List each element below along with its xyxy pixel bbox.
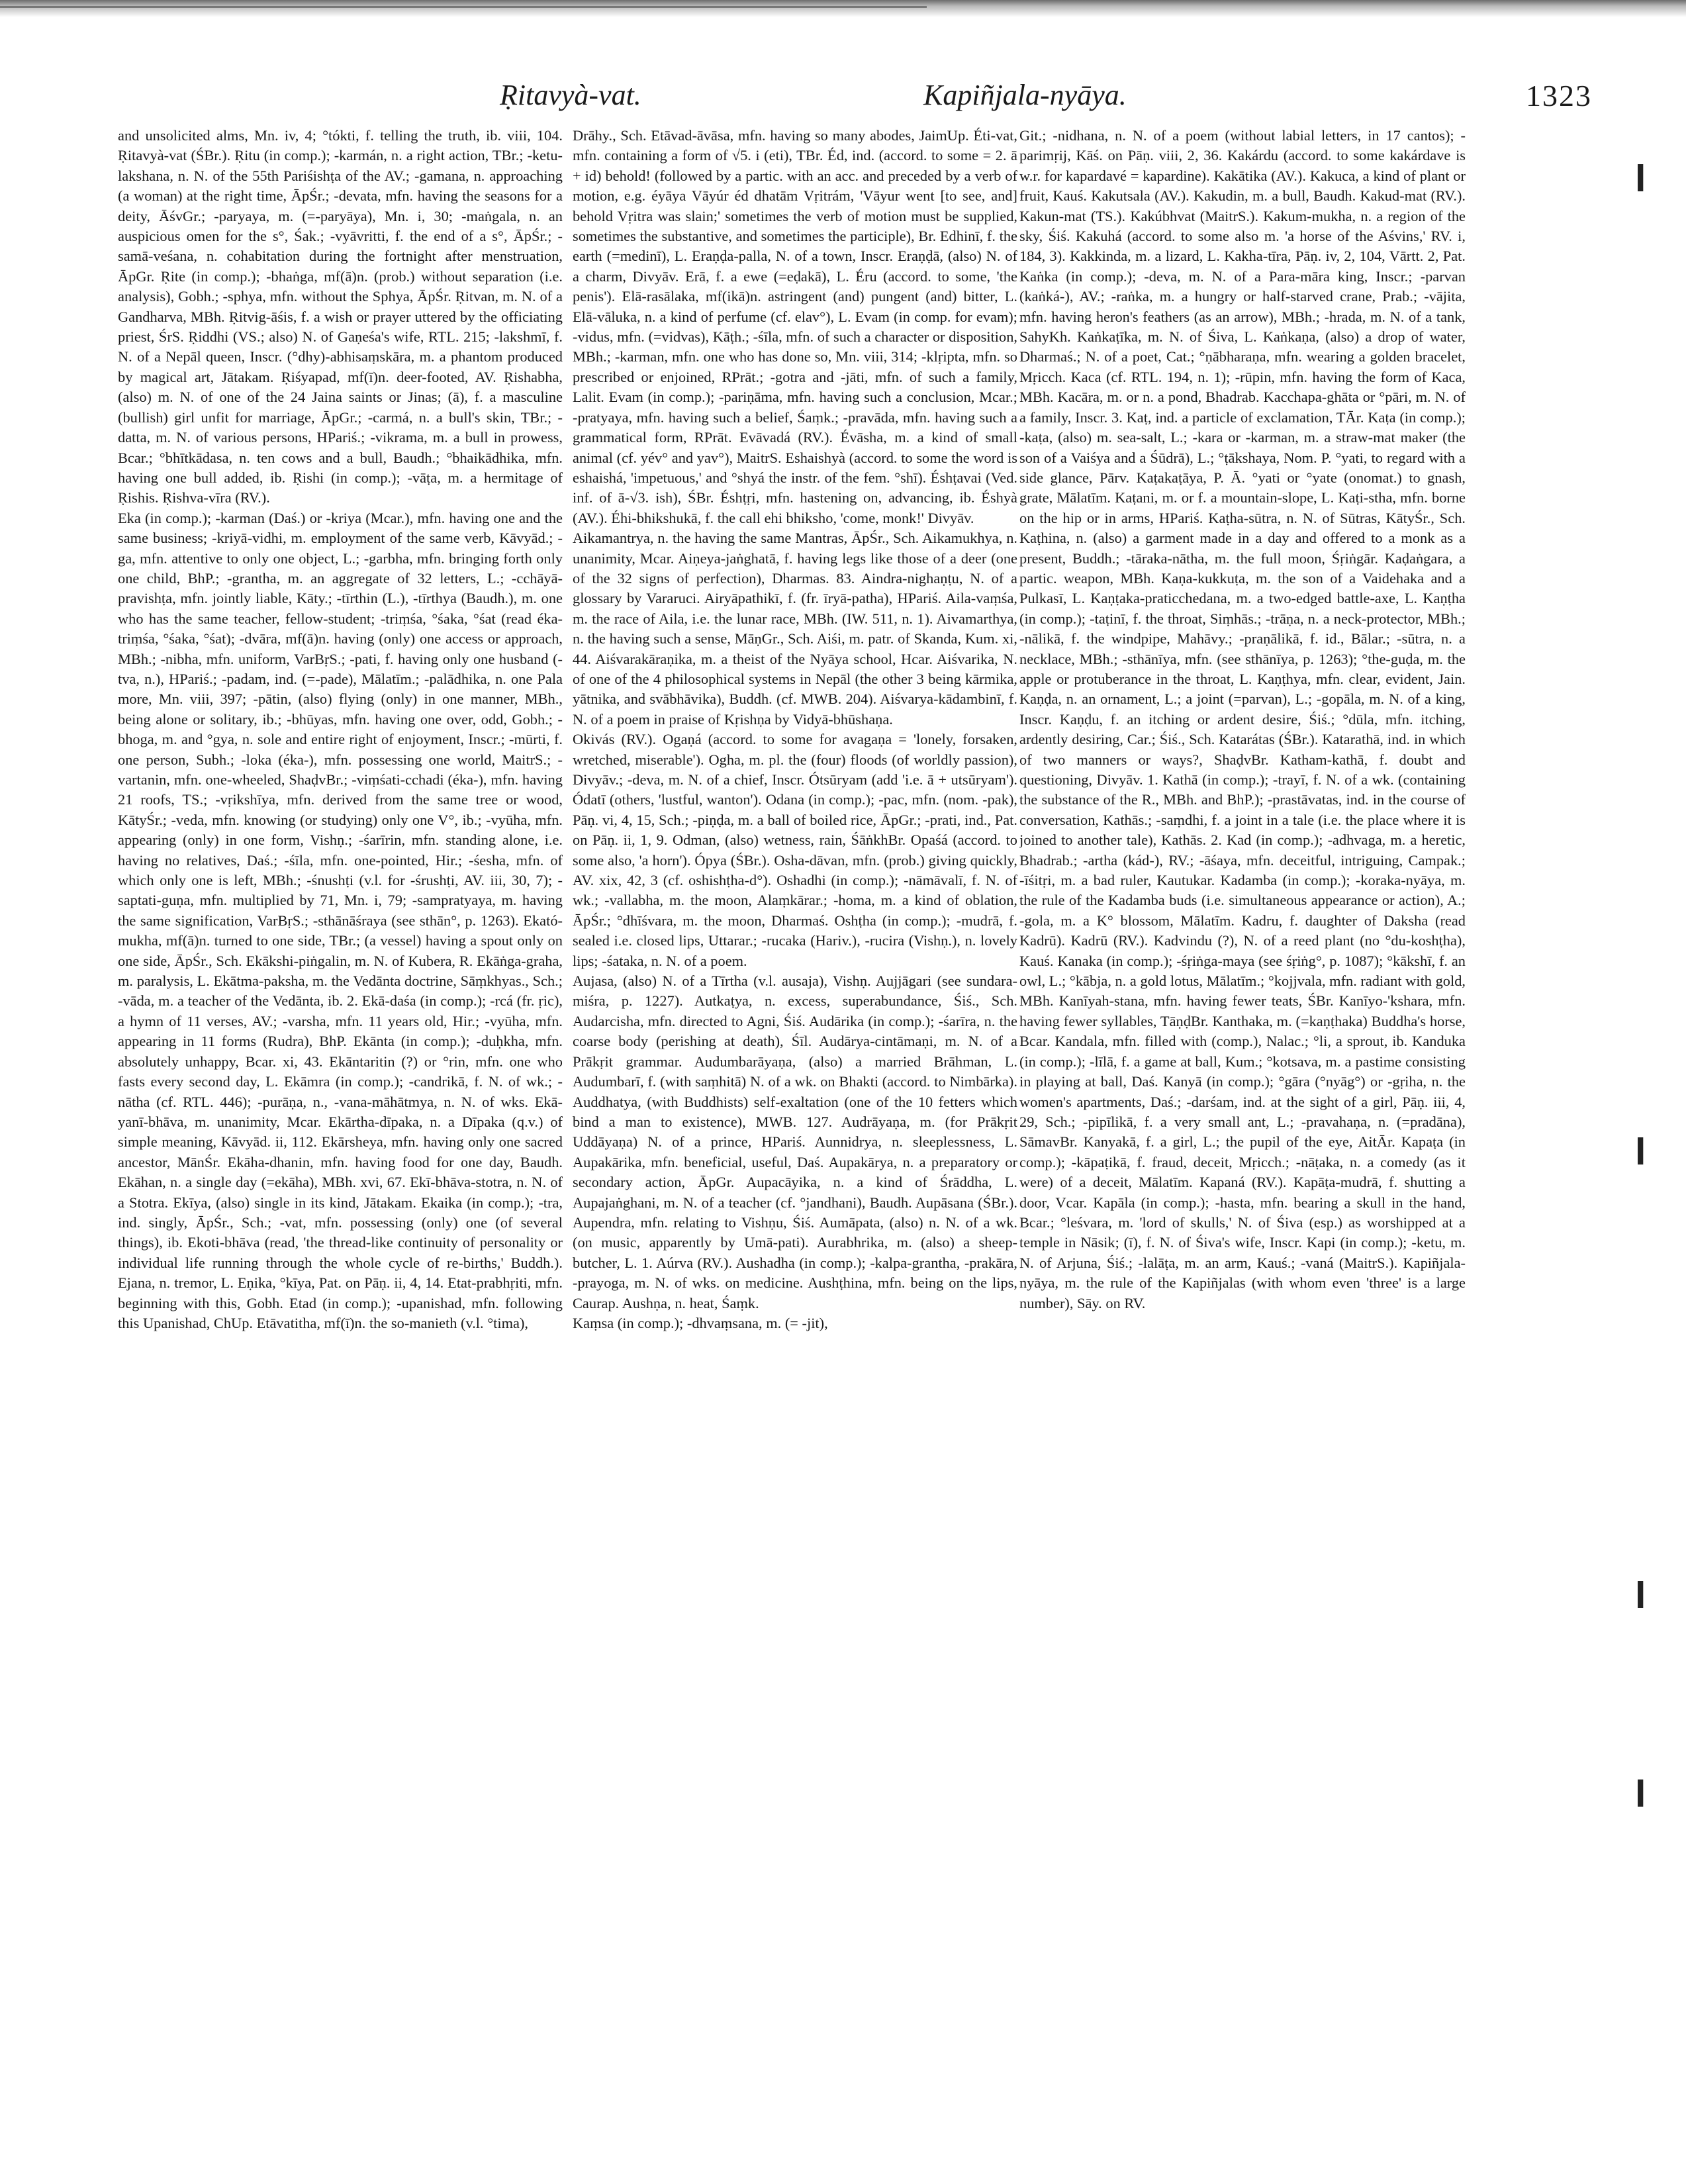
entry-block: Eka (in comp.); -karman (Daś.) or -kriya (Mcar.), mfn. having one and the same business; -kriyā-vidhi, m. employment of the same verb, Kāvyād.; -ga, mfn. attentive to only one object, L.; -garbha, mfn. bringing forth only one child, BhP.; -grantha, m. an aggregate of 32 letters, L.; -cchāyā-pravishṭa, mfn. jointly liable, Kāty.; -tīrthin (L.), -tīrthya (Baudh.), m. one who has the same teacher, fellow-student; -triṃśa, °śaka, °śat (read éka-triṃśa, °śaka, °śat); -dvāra, mf(ā)n. having (only) one access or approach, MBh.; -nibha, mfn. uniform, VarBṛS.; -pati, f. having only one husband (-tva, n.), HPariś.; -padam, ind. (=-pade), Mālatīm.; -palādhika, n. one Pala more, Mn. viii, 397; -pātin, (also) flying (only) in one manner, MBh., being alone or solitary, ib.; -bhūyas, mfn. having one over, odd, Gobh.; -bhoga, m. and °gya, n. sole and entire right of enjoyment, Inscr.; -mūrti, f. one person, Subh.; -loka (éka-), mfn. possessing one world, MaitrS.; -vartanin, mfn. one-wheeled, ShaḍvBr.; -viṃśati-cchadi (éka-), mfn. having 21 roofs, TS.; -vṛikshīya, mfn. derived from the same tree or wood, KātyŚr.; -veda, mfn. knowing (or studying) only one V°, ib.; -vyūha, mfn. appearing (only) in one form, Vishṇ.; -śarīrin, mfn. standing alone, i.e. having no relatives, Daś.; -śīla, mfn. one-pointed, Hir.; -śesha, mfn. of which only one is left, MBh.; -śnushṭi (v.l. for -śrushṭi, AV. iii, 30, 7); -saptati-guṇa, mfn. multiplied by 71, Mn. i, 79; -sampratyaya, m. having the same signification, VarBṛS.; -sthānāśraya (see sthān°, p. 1263). Ekató-mukha, mf(ā)n. turned to one side, TBr.; (a vessel) having a spout only on one side, ĀpŚr., Sch. Ekākshi-piṅgalin, m. N. of Kubera, R. Ekāṅga-graha, m. paralysis, L. Ekātma-paksha, m. the Vedānta doctrine, Sāṃkhyas., Sch.; -vāda, m. a teacher of the Vedānta, ib. 2. Ekā-daśa (in comp.); -rcá (fr. ṛic), a hymn of 11 verses, AV.; -varsha, mfn. 11 years old, Hir.; -vyūha, mfn. appearing in 11 forms (Rudra), BhP. Ekānta (in comp.); -duḥkha, mfn. absolutely unhappy, Bcar. xi, 43. Ekāntaritin (?) or °rin, mfn. one who fasts every second day, L. Ekāmra (in comp.); -candrikā, f. N. of wk.; -nātha (cf. RTL. 446); -purāṇa, n., -vana-māhātmya, n. N. of wks. Ekā-yanī-bhāva, m. unanimity, Mcar. Ekārtha-dīpaka, n. a Dīpaka (q.v.) of simple meaning, Kāvyād. ii, 112. Ekārsheya, mfn. having only one sacred ancestor, MānŚr. Ekāha-dhanin, mfn. having food for one day, Baudh. Ekāhan, n. a single day (=ekāha), MBh. xvi, 67. Ekī-bhāva-stotra, n. N. of a Stotra. Ekīya, (also) single in its kind, Jātakam. Ekaika (in comp.); -tra, ind. singly, ĀpŚr., Sch.; -vat, mfn. possessing (only) one (of several things), ib. Ekoti-bhāva (read, 'the thread-like continuity of personality or individual life running through the whole cycle of re-births,' Buddh.). Ejana, n. tremor, L. Eṇika, °kīya, Pat. on Pāṇ. ii, 4, 14. Etat-prabhṛiti, mfn. beginning with this, Gobh. Etad (in comp.); -upanishad, mfn. following this Upanishad, ChUp. Etāvatitha, mf(ī)n. the so-manieth (v.l. °tima), bbox=[118, 509, 563, 1331]
scan-edge bbox=[0, 0, 1686, 17]
entry-block: Aikamantrya, n. the having the same Mantras, ĀpŚr., Sch. Aikamukhya, n. unanimity, Mcar. Aiṇeya-jaṅghatā, f. having legs like those of a deer (one of the 32 signs of perfection), Dharmas. 83. Aindra-nighaṇṭu, N. of a glossary by Vararuci. Airyāpathikī, f. (fr. īryā-patha), HPariś. Aila-vaṃśa, m. the race of Aila, i.e. the lunar race, MBh. (IW. 511, n. 1). Aivamarthya, n. the having such a sense, MāṇGr., Sch. Aiśi, m. patr. of Skanda, Kum. xi, 44. Aiśvarakāraṇika, m. a theist of the Nyāya school, Hcar. Aiśvarika, N. of one of the 4 philosophical systems in Nepāl (the other 3 being kārmika, yātnika, and svābhāvika), Buddh. (cf. MWB. 204). Aiśvarya-kādambinī, f. N. of a poem in praise of Kṛishṇa by Vidyā-bhūshaṇa. bbox=[573, 530, 1017, 728]
margin-mark-icon: ǀ bbox=[1635, 1576, 1646, 1609]
page-header bbox=[116, 78, 1592, 120]
margin-mark-icon: ǀ bbox=[1635, 1132, 1646, 1166]
entry-block: Git.; -nidhana, n. N. of a poem (without labial letters, in 17 cantos); -parimṛij, Kāś. on Pāṇ. viii, 2, 36. Kakárdu (accord. to some kakárdave is w.r. for kapardavé = kapardine). Kakātika (AV.). Kakuca, a kind of plant or fruit, Kauś. Kakutsala (AV.). Kakudin, m. a bull, Baudh. Kakud-mat (RV.). Kakun-mat (TS.). Kakúbhvat (MaitrS.). Kakum-mukha, n. a region of the sky, Śiś. Kakuhá (accord. to some also m. 'a horse of the Aśvins,' RV. i, 184, 3). Kakkinda, m. a lizard, L. Kakha-tīra, Pāṇ. iv, 2, 104, Vārtt. 2, Pat. Kaṅka (in comp.); -deva, m. N. of a Para-māra king, Inscr.; -parvan (kaṅká-), AV.; -raṅka, m. a hungry or half-starved crane, Prab.; -vājita, mfn. having heron's feathers (as an arrow), MBh.; -hrada, m. N. of a tank, SahyKh. Kaṅkaṭīka, m. N. of Śiva, L. Kaṅkaṇa, (also) a drop of water, Dharmaś.; N. of a poet, Cat.; °ṇābharaṇa, mfn. wearing a golden bracelet, Mṛicch. Kaca (cf. RTL. 194, n. 1); -rūpin, mfn. having the form of Kaca, MBh. Kacāra, m. or n. a pond, Bhadrab. Kacchapa-ghāta or °pāri, m. N. of a family, Inscr. 3. Kaṭ, ind. a particle of exclamation, TĀr. Kaṭa (in comp.); -kaṭa, (also) m. sea-salt, L.; -kara or -karman, m. a straw-mat maker (the son of a Vaiśya and a Śūdrā), L.; °ṭākshaya, Nom. P. °yati, to regard with a side glance, Pārv. Kaṭakaṭāya, P. Ā. °yati or °yate (onomat.) to gnash, grate, Mālatīm. Kaṭani, m. or f. a mountain-slope, L. Kaṭi-stha, mfn. borne on the hip or in arms, HPariś. Kaṭha-sūtra, n. N. of Sūtras, KātyŚr., Sch. Kaṭhina, n. (also) a garment made in a day and offered to a monk as a present, Buddh.; -tāraka-nātha, m. the full moon, Śṛiṅgār. Kaḍaṅgara, a partic. weapon, MBh. Kaṇa-kukkuṭa, m. the son of a Vaidehaka and a Pulkasī, L. Kaṇṭaka-praticchedana, m. a two-edged battle-axe, L. Kaṇṭha (in comp.); -taṭinī, f. the throat, Siṃhās.; -trāṇa, n. a neck-protector, MBh.; -nālikā, f. the windpipe, Mahāvy.; -praṇālikā, f. id., Bālar.; -sūtra, n. a necklace, MBh.; -sthānīya, mfn. (see sthānīya, p. 1263); °the-guḍa, m. the apple or protuberance in the throat, L. Kaṇṭhya, mfn. clear, evident, Jain. Kaṇḍa, n. an ornament, L.; a joint (=parvan), L.; -gopāla, m. N. of a king, Inscr. Kaṇḍu, f. an itching or ardent desire, Śiś.; °dūla, mfn. itching, ardently desiring, Car.; Śiś., Sch. Katarátas (ŚBr.). Katarathā, ind. in which of two manners or ways?, ShaḍvBr. Katham-kathā, f. doubt and questioning, Divyāv. 1. Kathā (in comp.); -trayī, f. N. of a wk. (containing the substance of the R., MBh. and BhP.); -prastāvatas, ind. in the course of conversation, Kathās.; -saṃdhi, f. a joint in a tale (i.e. the place where it is joined to another tale), Kathās. 2. Kad (in comp.); -adhvaga, m. a heretic, Bhadrab.; -artha (kád-), RV.; -āśaya, mfn. deceitful, intriguing, Campak.; -īśitṛi, m. a bad ruler, Kautukar. Kadamba (in comp.); -koraka-nyāya, m. the rule of the Kadamba buds (i.e. simultaneous appearance or action), A.; -gola, m. a K° blossom, Mālatīm. Kadru, f. daughter of Daksha (read Kadrū). Kadrū (RV.). Kadvindu (?), N. of a reed plant (no °du-koshṭha), Kauś. Kanaka (in comp.); -śṛiṅga-maya (see śṛiṅg°, p. 1087); °kākshī, f. an owl, L.; °kābja, n. a gold lotus, Mālatīm.; °kojjvala, mfn. radiant with gold, MBh. Kanīyah-stana, mfn. having fewer teats, ŚBr. Kanīyo-'kshara, mfn. having fewer syllables, TāṇḍBr. Kanthaka, m. (=kaṇṭhaka) Buddha's horse, Bcar. Kandala, mfn. filled with (comp.), Nalac.; °li, a sprout, ib. Kanduka (in comp.); -līlā, f. a game at ball, Kum.; °kotsava, m. a pastime consisting in playing at ball, Daś. Kanyā (in comp.); °gāra (°nyāg°) or -gṛiha, n. the women's apartments, Daś.; -darśam, ind. at the sight of a girl, Pāṇ. iii, 4, 29, Sch.; -pipīlikā, f. a very small ant, L.; -pravahaṇa, n. (=pradāna), SāmavBr. Kanyakā, f. a girl, L.; the pupil of the eye, AitĀr. Kapaṭa (in comp.); -kāpaṭikā, f. fraud, deceit, Mṛicch.; -nāṭaka, n. a comedy (as it were) of a deceit, Mālatīm. Kapaná (RV.). Kapāṭa-mudrā, f. shutting a door, Vcar. Kapāla (in comp.); -hasta, mfn. bearing a skull in the hand, Bcar.; °leśvara, m. 'lord of skulls,' N. of Śiva (esp.) as worshipped at a temple in Nāsik; (ī), f. N. of Śiva's wife, Inscr. Kapi (in comp.); -ketu, m. N. of Arjuna, Śiś.; -lalāṭa, m. an arm, Kauś.; -vaná (MaitrS.). Kapiñjala-nyāya, m. the rule of the Kapiñjalas (with whom even 'three' is a large number), Sāy. on RV. bbox=[1019, 127, 1466, 1311]
margin-mark-icon: ǀ bbox=[1635, 159, 1646, 193]
running-head-left: Ṛitavyà-vat. bbox=[500, 79, 641, 111]
entry-block: Okivás (RV.). Ogaṇá (accord. to some for avagaṇa = 'lonely, forsaken, wretched, miserable'). Ogha, m. pl. the (four) floods (of worldly passion), Divyāv.; -deva, m. N. of a chief, Inscr. Ótsūryam (add 'i.e. ā + utsūryam'). Ódatī (others, 'lustful, wanton'). Odana (in comp.); -pac, mfn. (nom. -pak), Pāṇ. vi, 4, 15, Sch.; -piṇḍa, m. a ball of boiled rice, ĀpGr.; -prati, ind., Pat. on Pāṇ. ii, 1, 9. Odman, (also) wetness, rain, ŚāṅkhBr. Opaśá (accord. to some also, 'a horn'). Ópya (ŚBr.). Osha-dāvan, mfn. (prob.) giving quickly, AV. xix, 42, 3 (cf. oshishṭha-d°). Oshadhi (in comp.); -nāmāvalī, f. N. of wk.; -vallabha, m. the moon, Alaṃkārar.; -homa, m. a kind of oblation, ĀpŚr.; °dhīśvara, m. the moon, Dharmaś. Oshṭha (in comp.); -mudrā, f. sealed i.e. closed lips, Uttarar.; -rucaka (Hariv.), -rucira (Vishṇ.), n. lovely lips; -śataka, n. N. of a poem. bbox=[573, 731, 1017, 969]
column-3 bbox=[1019, 126, 1466, 2145]
entry-block: Drāhy., Sch. Etāvad-āvāsa, mfn. having so many abodes, JaimUp. Éti-vat, mfn. containing a form of √5. i (eti), TBr. Éd, ind. (accord. to some = 2. ā + id) behold! (followed by a partic. with an acc. and preceded by a verb of motion, e.g. éyāya Vāyúr éd dhatām Vṛitrám, 'Vāyur went [to see, and] behold Vṛitra was slain;' sometimes the verb of motion must be supplied, sometimes the substantive, and sometimes the participle), Br. Edhinī, f. the earth (=medinī), L. Eraṇḍa-palla, N. of a town, Inscr. Eraṇḍā, (also) N. of a charm, Divyāv. Erā, f. a ewe (=eḍakā), L. Éru (accord. to some, 'the penis'). Elā-rasālaka, mf(ikā)n. astringent (and) pungent (and) bitter, L. Elā-vāluka, n. a kind of perfume (cf. elav°), L. Evam (in comp. for evam); -vidus, mfn. (=vidvas), Kāṭh.; -śīla, mfn. of such a character or disposition, MBh.; -karman, mfn. one who has done so, Mn. viii, 314; -klṛipta, mfn. so prescribed or enjoined, RPrāt.; -gotra and -jāti, mfn. of such a family, Lalit. Evam (in comp.); -pariṇāma, mfn. having such a conclusion, Mcar.; -pratyaya, mfn. having such a belief, Śaṃk.; -pravāda, mfn. having such a grammatical form, RPrāt. Evāvadá (RV.). Évāsha, m. a kind of small animal (cf. yév° and yav°), MaitrS. Eshaishyà (accord. to some the word is eshaishá, 'impetuous,' and °shyá the instr. of the fem. °shī). Éshṭavai (Ved. inf. of ā-√3. ish), ŚBr. Éshṭṛi, mfn. hastening on, advancing, ib. Éshyà (AV.). Éhi-bhikshukā, f. the call ehi bhiksho, 'come, monk!' Divyāv. bbox=[573, 127, 1017, 526]
entry-block: Kaṃsa (in comp.); -dhvaṃsana, m. (= -jit), bbox=[573, 1314, 828, 1331]
page-number: 1323 bbox=[1526, 79, 1592, 113]
column-1 bbox=[118, 126, 563, 2145]
margin-mark-icon: ǀ bbox=[1635, 1774, 1646, 1808]
entry-block: and unsolicited alms, Mn. iv, 4; °tókti, f. telling the truth, ib. viii, 104. Ṛitavyà-vat (ŚBr.). Ṛitu (in comp.); -karmán, n. a right action, TBr.; -ketu-lakshana, n. N. of the 55th Pariśishṭa of the AV.; -gamana, n. approaching (a woman) at the right time, ĀpŚr.; -devata, mfn. having the seasons for a deity, ĀśvGr.; -paryaya, m. (=-paryāya), Mn. i, 30; -maṅgala, n. an auspicious omen for the s°, Śak.; -vyāvritti, f. the end of a s°, ĀpŚr.; -samā-veśana, n. cohabitation during the fortnight after menstruation, ĀpGr. Ṛite (in comp.); -bhaṅga, mf(ā)n. (prob.) without separation (i.e. analysis), Gobh.; -sphya, mfn. without the Sphya, ĀpŚr. Ṛitvan, m. N. of a Gandharva, MBh. Ṛitvig-āśis, f. a wish or prayer uttered by the officiating priest, ŚrS. Ṛiddhi (VS.; also) N. of Gaṇeśa's wife, RTL. 215; -lakshmī, f. N. of a Nepāl queen, Inscr. (°dhy)-abhisaṃskāra, m. a phantom produced by magical art, Jātakam. Ṛiśyapad, mf(ī)n. deer-footed, AV. Ṛishabha, (also) m. N. of one of the 24 Jaina saints or Jinas; (ā), f. a masculine (bullish) girl unfit for marriage, ĀpGr.; -carmá, n. a bull's skin, TBr.; -datta, m. N. of various persons, HPariś.; -vikrama, m. a bull in prowess, Bcar.; °bhītkādasa, n. ten cows and a bull, Baudh.; °bhaikādhika, mfn. having one bull added, ib. Ṛishi (in comp.); -vāṭa, m. a hermitage of Ṛishis. Ṛishva-vīra (RV.). bbox=[118, 127, 563, 506]
entry-block: Aujasa, (also) N. of a Tīrtha (v.l. ausaja), Vishṇ. Aujjāgari (see sundara-miśra, p. 1227). Autkaṭya, n. excess, superabundance, Śiś., Sch. Audarcisha, mfn. directed to Agni, Śiś. Audārika (in comp.); -śarīra, n. the coarse body (perishing at death), Śīl. Audārya-cintāmaṇi, m. N. of a Prākṛit grammar. Audumbarāyaṇa, (also) a married Brāhman, L. Audumbarī, f. (with saṃhitā) N. of a wk. on Bhakti (accord. to Nimbārka). Auddhatya, (with Buddhists) self-exaltation (one of the 10 fetters which bind a man to existence), MWB. 127. Audrāyaṇa, m. (for Prākṛit Uddāyaṇa) N. of a prince, HPariś. Aunnidrya, n. sleeplessness, L. Aupakārika, mfn. beneficial, useful, Daś. Aupakārya, n. a preparatory or secondary action, ĀpGr. Aupacāyika, n. a kind of Śrāddha, L. Aupajaṅghani, m. N. of a teacher (cf. °jandhani), Baudh. Aupāsana (ŚBr.). Aupendra, mfn. relating to Vishṇu, Śiś. Aumāpata, (also) n. N. of a wk. (on music, apparently by Umā-pati). Aurabhrika, m. (also) a sheep-butcher, L. 1. Aúrva (RV.). Aushadha (in comp.); -kalpa-grantha, -prakāra, -prayoga, m. N. of wks. on medicine. Aushṭhina, mfn. being on the lips, Caurap. Aushṇa, n. heat, Śaṃk. bbox=[573, 973, 1017, 1311]
running-head-right: Kapiñjala-nyāya. bbox=[923, 79, 1127, 111]
column-2 bbox=[573, 126, 1017, 2145]
